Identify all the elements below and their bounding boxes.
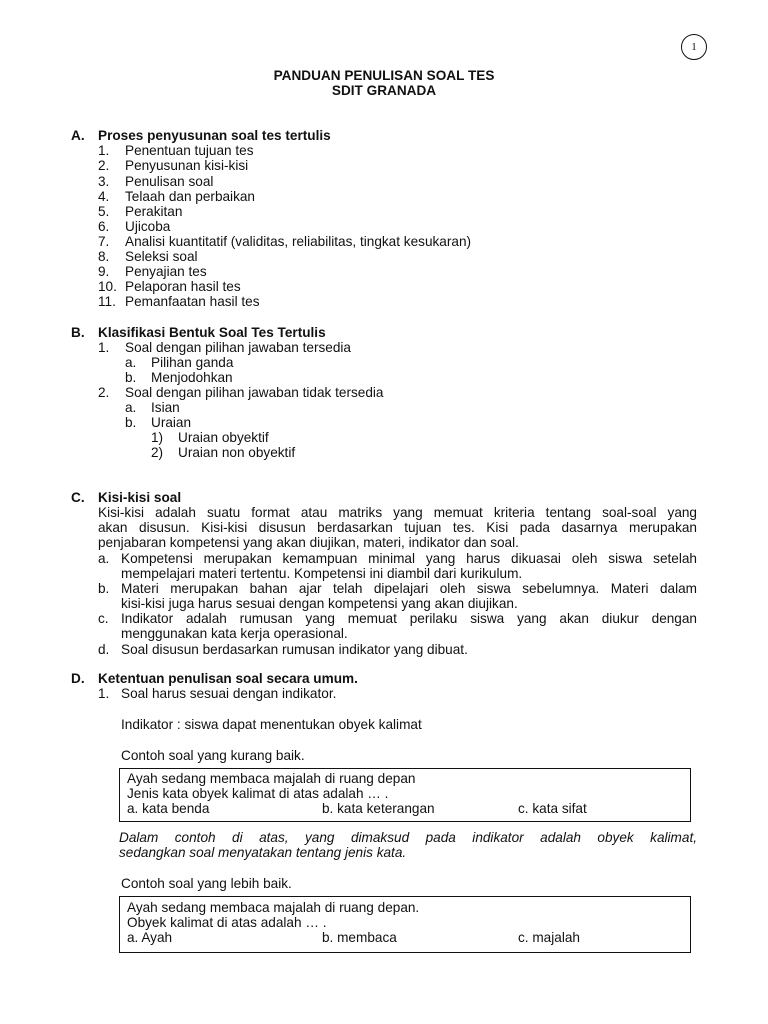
list-item: Isian [151, 400, 180, 415]
list-number: 6. [98, 219, 110, 234]
list-letter: d. [98, 642, 110, 657]
list-item: Penyajian tes [125, 264, 207, 279]
option-a: a. kata benda [127, 801, 210, 816]
list-number: 1. [98, 340, 110, 355]
list-item: Uraian [151, 415, 192, 430]
list-item: Penyusunan kisi-kisi [125, 158, 249, 173]
list-item: Pemanfaatan hasil tes [125, 294, 260, 309]
list-item: Ujicoba [125, 219, 171, 234]
list-number: 2) [151, 445, 164, 460]
list-item: Materi merupakan bahan ajar telah dipelajari oleh siswa sebelumnya. Materi dalam [121, 581, 697, 596]
list-number: 10. [98, 279, 117, 294]
list-number: 11. [98, 294, 116, 309]
list-item: Soal dengan pilihan jawaban tidak tersedia [125, 385, 384, 400]
option-c: c. kata sifat [518, 801, 587, 816]
section-c-heading: Kisi-kisi soal [98, 490, 182, 505]
list-item: Seleksi soal [125, 249, 198, 264]
list-item: menggunakan kata kerja operasional. [121, 626, 348, 641]
list-letter: c. [98, 611, 109, 626]
list-item: Uraian obyektif [178, 430, 269, 445]
list-number: 2. [98, 385, 110, 400]
example-label-bad: Contoh soal yang kurang baik. [121, 748, 305, 763]
section-a-heading: Proses penyusunan soal tes tertulis [98, 128, 331, 143]
section-d-letter: D. [71, 671, 85, 686]
question-prompt: Obyek kalimat di atas adalah … . [127, 915, 327, 930]
question-stem: Ayah sedang membaca majalah di ruang depan [127, 771, 416, 786]
list-item: kisi-kisi juga harus sesuai dengan kompetensi yang akan diujikan. [121, 596, 518, 611]
list-item: Perakitan [125, 204, 183, 219]
example-label-good: Contoh soal yang lebih baik. [121, 876, 292, 891]
list-item: Penulisan soal [125, 174, 214, 189]
list-item: Kompetensi merupakan kemampuan minimal yang harus dikuasai oleh siswa setelah [121, 551, 697, 566]
explanation-note: sedangkan soal menyatakan tentang jenis kata. [119, 845, 407, 860]
list-item: Penentuan tujuan tes [125, 143, 254, 158]
option-c: c. majalah [518, 930, 580, 945]
list-item: Indikator adalah rumusan yang memuat perilaku siswa yang akan diukur dengan [121, 611, 697, 626]
list-number: 8. [98, 249, 110, 264]
option-b: b. kata keterangan [322, 801, 435, 816]
list-number: 1. [98, 686, 110, 701]
paragraph-line: Kisi-kisi adalah suatu format atau matriks yang memuat kriteria tentang soal-soal yang [98, 505, 697, 520]
list-item: Analisi kuantitatif (validitas, reliabilitas, tingkat kesukaran) [125, 234, 472, 249]
section-c-letter: C. [71, 490, 85, 505]
list-number: 2. [98, 158, 110, 173]
option-a: a. Ayah [127, 930, 173, 945]
list-item: Soal dengan pilihan jawaban tersedia [125, 340, 351, 355]
list-item: Menjodohkan [151, 370, 233, 385]
section-a-letter: A. [71, 128, 85, 143]
list-item: mempelajari materi tertentu. Kompetensi ini diambil dari kurikulum. [121, 566, 523, 581]
list-number: 5. [98, 204, 110, 219]
list-letter: a. [98, 551, 110, 566]
list-number: b. [125, 370, 137, 385]
paragraph-line: akan disusun. Kisi-kisi disusun berdasarkan tujuan tes. Kisi pada dasarnya merupakan [98, 520, 697, 535]
list-number: a. [125, 400, 137, 415]
list-item: Soal harus sesuai dengan indikator. [121, 686, 337, 701]
document-subtitle: SDIT GRANADA [331, 83, 437, 98]
list-number: 1) [151, 430, 164, 445]
list-number: 1. [98, 143, 110, 158]
section-b-letter: B. [71, 325, 85, 340]
list-item: Telaah dan perbaikan [125, 189, 255, 204]
list-item: Pelaporan hasil tes [125, 279, 241, 294]
list-number: b. [125, 415, 137, 430]
list-number: 9. [98, 264, 110, 279]
list-number: 3. [98, 174, 110, 189]
list-item: Pilihan ganda [151, 355, 234, 370]
list-number: a. [125, 355, 137, 370]
list-letter: b. [98, 581, 110, 596]
option-b: b. membaca [322, 930, 397, 945]
section-b-heading: Klasifikasi Bentuk Soal Tes Tertulis [98, 325, 326, 340]
paragraph-line: penjabaran kompetensi yang akan diujikan, materi, indikator dan soal. [98, 535, 519, 550]
document-title: PANDUAN PENULISAN SOAL TES [273, 68, 495, 83]
question-stem: Ayah sedang membaca majalah di ruang depan. [127, 900, 420, 915]
page-number: 1 [681, 34, 707, 60]
question-prompt: Jenis kata obyek kalimat di atas adalah … . [127, 786, 389, 801]
indikator-text: Indikator : siswa dapat menentukan obyek kalimat [121, 717, 422, 732]
list-number: 4. [98, 189, 110, 204]
list-number: 7. [98, 234, 110, 249]
list-item: Uraian non obyektif [178, 445, 296, 460]
section-d-heading: Ketentuan penulisan soal secara umum. [98, 671, 358, 686]
list-item: Soal disusun berdasarkan rumusan indikator yang dibuat. [121, 642, 468, 657]
explanation-note: Dalam contoh di atas, yang dimaksud pada indikator adalah obyek kalimat, [119, 830, 697, 845]
